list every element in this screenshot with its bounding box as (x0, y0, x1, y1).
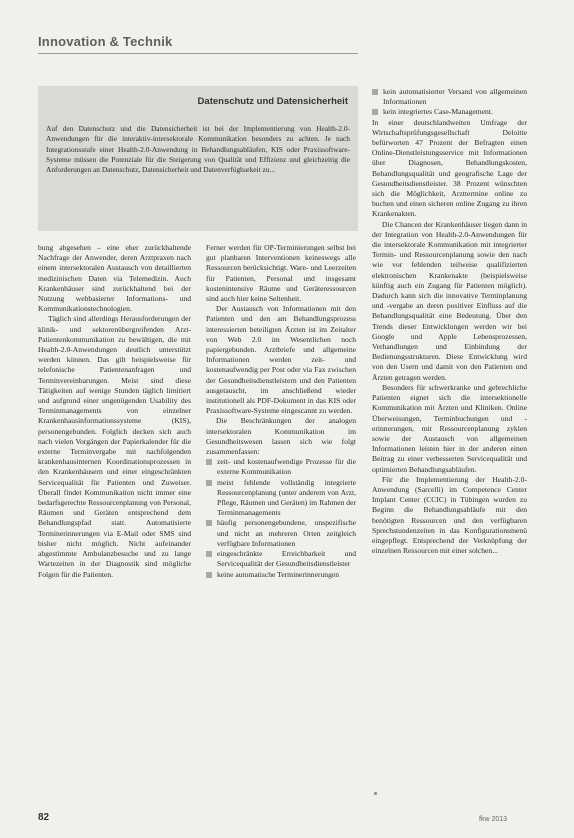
issue-label: fkw 2013 (479, 816, 508, 823)
bullet-square-icon (206, 572, 212, 578)
column-3 (372, 87, 527, 556)
bullet-square-icon (206, 459, 212, 465)
paragraph: bung abgesehen – eine eher zurückhaltende Nachfrage der Anwender, deren Arztpraxen nach einem intersektoralen Austausch von detaillierten medizinischen Daten via Telemedizin. Auch Krankenhäuser sind zurückhaltend bei der Nutzung webbasierter Informations- und Kommunikationstechnologien. (38, 243, 191, 314)
paragraph: In einer deutschlandweiten Umfrage der Wirtschaftsprüfungsgesellschaft Deloitte befürworten 47 Prozent der Befragten einen Online-Dienstleistungsservice mit Informationen über Diagnosen, Behandlungskosten, Behandlungsqualität und geografische Lage der Gesundheitsdienstleister. 38 Prozent wünschten sich die Möglichkeit, Arzttermine online zu buchen und einen sicheren online Zugang zu ihren Krankenakten. (372, 117, 527, 219)
bullet-square-icon (372, 109, 378, 115)
bullet-square-icon (206, 520, 212, 526)
paragraph: Für die Implementierung der Health-2.0-Anwendung (Sarcelli) im Competence Center Implant Center (CCIC) in Tübingen wurden zu Beginn die Behandlungsabläufe mit den benötigten Ressourcen und den verfügbaren Sprechstundenzeiten in das Konfigurationsmenü eingepflegt. Entsprechend der Verknüpfung der einzelnen Ressourcen mit einer solchen... (372, 474, 527, 556)
paragraph: Täglich sind allerdings Herausforderungen der klinik- und sektorenübergreifenden Arzt-Patientenkommunikation zu bewältigen, die mit Health-2.0-Anwendungen deutlich unterstützt werden können. Das gilt beispielsweise für telefonische Patientenanfragen und Terminvereinbarungen. Meist sind diese Tätigkeiten auf wenige Stunden täglich limitiert und aufgrund einer ungenügenden Usability des Terminmanagements von einzelner Krankenhausinformationssysteme (KIS), personengebunden. Folglich decken sich auch nach vielen Vorgängen der Papierkalender für die externe Terminvergabe mit nachfolgenden krankenhausinternen Koordinationsprozessen in den Krankenhäusern und einer eingeschränkten Servicequalität für Patienten und Zuweiser. Überall findet Kommunikation nicht immer eine bedarfsgerechte Ressourcenplanung von Personal, Räumen und Geräten entsprechend dem Behandlungspfad statt. Automatisierte Terminerinnerungen via E-Mail oder SMS sind bisher nicht möglich. Nicht aufeinander abgestimmte Ambulanzbesuche und zu lange Wartezeiten in der Diagnostik sind mögliche Folgen für die Patienten. (38, 314, 191, 579)
bullet-item: keine automatische Terminerinnerungen (206, 570, 356, 580)
column-1 (38, 243, 191, 580)
section-heading: Innovation & Technik (38, 34, 173, 49)
page-number: 82 (38, 812, 50, 823)
bullet-square-icon (206, 551, 212, 557)
paragraph: Die Beschränkungen der analogen intersektoralen Kommunikation im Gesundheitswesen lassen sich wie folgt zusammenfassen: (206, 416, 356, 457)
paragraph: Der Austausch von Informationen mit den Patienten und den am Behandlungsprozess interessierten beteiligten Ärzten ist im Zeitalter von Web 2.0 im Wesentlichen noch papiergebunden. Arztbriefe und allgemeine Informationen werden zeit- und kostenaufwendig per Post oder via Fax zwischen der Gesundheitsdienstleistern und den Patienten ausgetauscht, im anschließend wieder institutionell als PDF-Dokument in das KIS oder Praxissoftware-Systeme eingescannt zu werden. (206, 304, 356, 416)
page-dot (374, 792, 377, 795)
bullet-item: kein automatisierter Versand von allgemeinen Informationen (372, 87, 527, 107)
paragraph: Ferner werden für OP-Terminierungen selbst bei gut planbaren Interventionen keineswegs alle Ressourcen berücksichtigt. Ware- und Leerzeiten für Patienten, Personal und insgesamt kostenintensive Räume und Geräteressourcen sind auch hier keine Seltenheit. (206, 243, 356, 304)
bullet-square-icon (206, 480, 212, 486)
heading-rule (38, 53, 358, 54)
bullet-item: häufig personengebundene, unspezifische und nicht an mehreren Orten zeitgleich verfügbare Informationen (206, 518, 356, 549)
bullet-item: meist fehlende vollständig integrierte Ressourcenplanung (unter anderem von Arzt, Pflege, Räumen und Geräten) im Rahmen der Terminmanagements (206, 478, 356, 519)
paragraph: Besonders für schwerkranke und gebrechliche Patienten eignet sich die intersektionelle Kommunikation mit Ärzten und Kliniken. Online Überweisungen, Terminbuchungen und -erinnerungen, mit Ressourcenplanung zyklen sowie der Austausch von allgemeinen Informationen leisten hier in der anderen einen Beitrag zu einer verbesserten Servicequalität und optimierten Behandlungsabläufen. (372, 382, 527, 474)
column-2 (206, 243, 356, 580)
info-box-text: Auf den Datenschutz und die Datensicherheit ist bei der Implementierung von Health-2.0-Anwendungen für die interaktiv-intersektorale Kommunikation besonders zu achten. Je nach Integrationsstufe einer Health-2.0-Anwendung in Behandlungsabläufen, KIS oder Praxissoftware-Systeme müssen die Potenziale für die Steigerung von Qualität und Effizienz und gleichzeitig die Anforderungen an Datenschutz, Datensicherheit und Datenverfügbarkeit zu... (46, 124, 350, 175)
paragraph: Die Chancen der Krankenhäuser liegen dann in der Integration von Health-2.0-Anwendungen für die intersektorale Kommunikation mit integrierter Termin- und Ressourcenplanung sowie den nach wie vor fehlenden teilweise qualifizierten elektronischen Krankenakte (beispielsweise künftig auch ein Zugang für Patienten möglich). Dadurch kann sich die innovative Terminplanung und -vergabe an deren positiver Einfluss auf die Behandlungsqualität eine Bedeutung. Über den Trends dieser Entwicklungen werden wir bei Google und Apple Lebensprozessen, Verhandlungen und Einbindung der Bedienungsstrukturen. Diese Entwicklung wird von den Usern und damit von den Patienten und Ärzten getragen werden. (372, 219, 527, 382)
bullet-item: kein integriertes Case-Management. (372, 107, 527, 117)
bullet-item: zeit- und kostenaufwendige Prozesse für die externe Kommunikation (206, 457, 356, 477)
bullet-item: eingeschränkte Erreichbarkeit und Servicequalität der Gesundheitsdienstleister (206, 549, 356, 569)
info-box-title: Datenschutz und Datensicherheit (197, 96, 348, 107)
info-box (38, 86, 358, 231)
bullet-square-icon (372, 89, 378, 95)
